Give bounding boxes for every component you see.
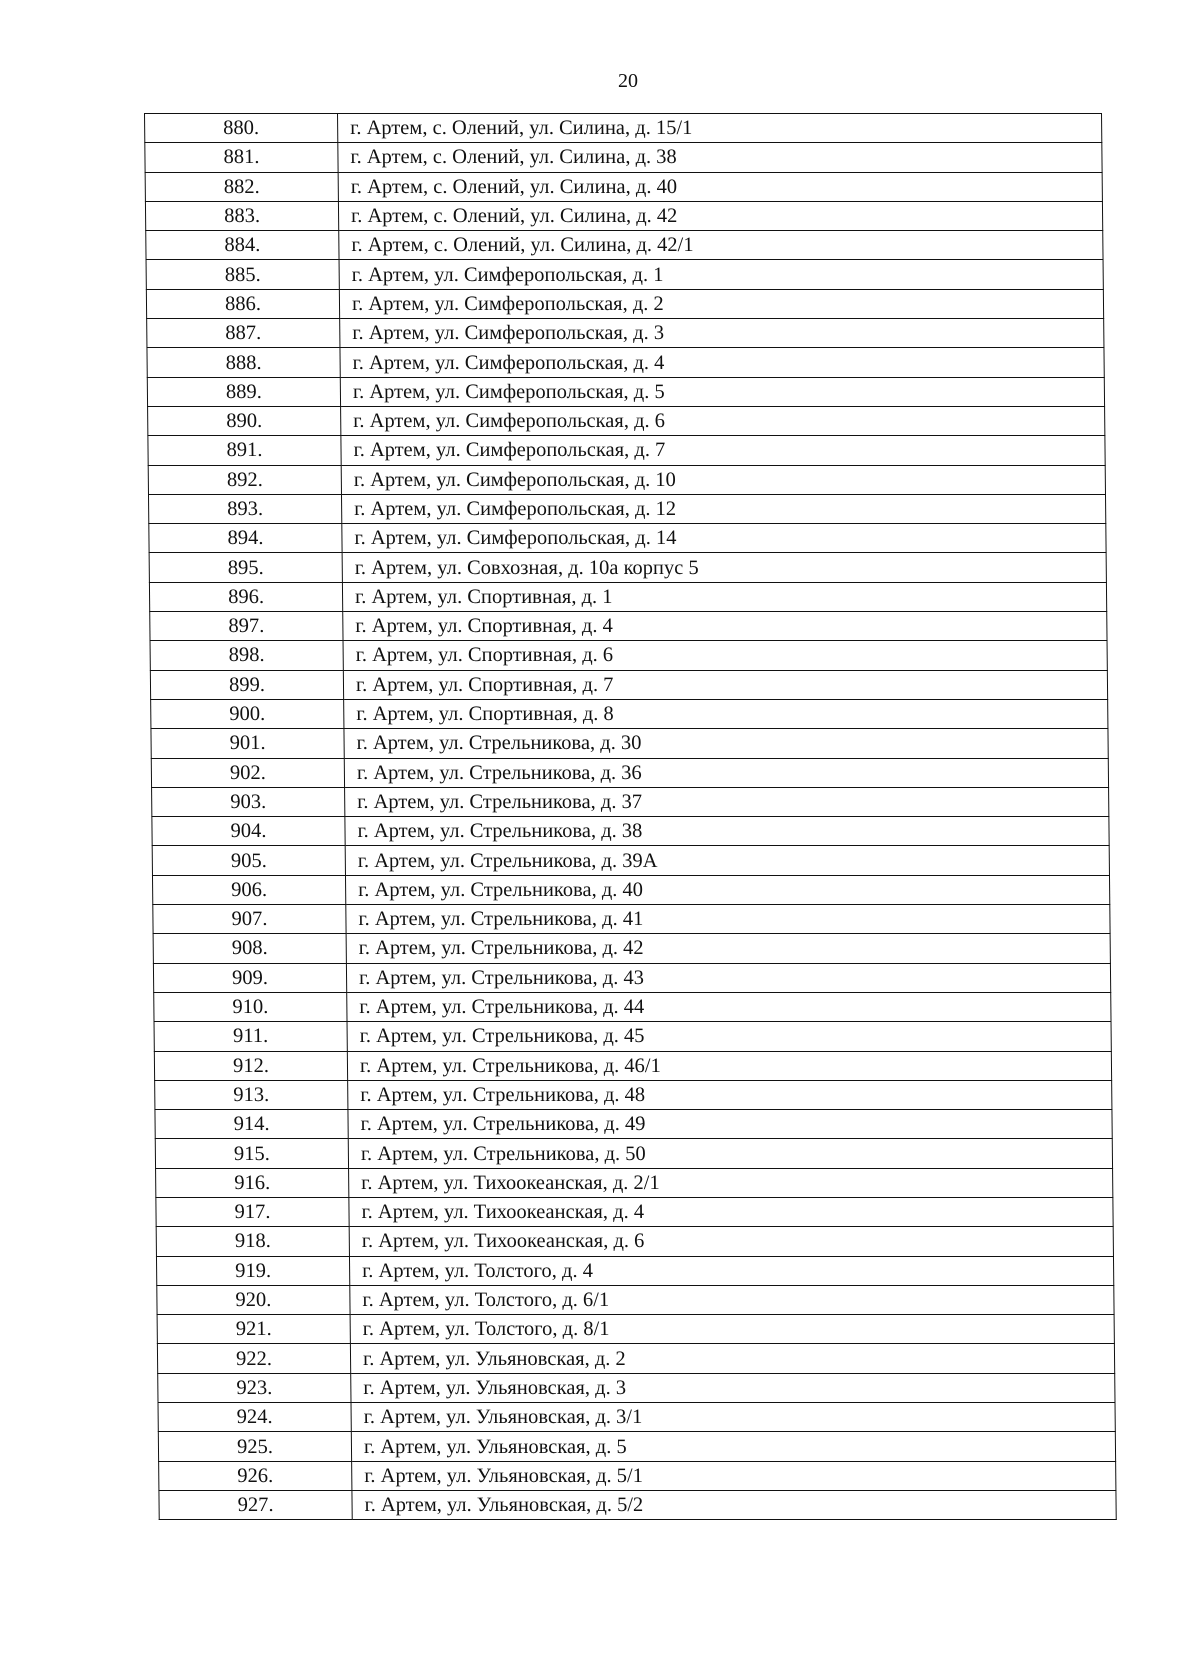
- table-row: [148, 406, 1105, 435]
- row-address: г. Артем, ул. Толстого, д. 4: [349, 1256, 1113, 1285]
- row-address: г. Артем, ул. Стрельникова, д. 39А: [345, 846, 1109, 875]
- row-number: 925.: [158, 1432, 351, 1461]
- row-number: 908.: [153, 934, 346, 963]
- table-row: [145, 114, 1102, 143]
- table-row: [148, 494, 1105, 523]
- row-number: 899.: [150, 670, 343, 699]
- row-number: 915.: [155, 1139, 348, 1168]
- address-table: [144, 113, 1117, 1520]
- row-address: г. Артем, с. Олений, ул. Силина, д. 40: [338, 172, 1102, 201]
- row-address: г. Артем, ул. Стрельникова, д. 43: [346, 963, 1110, 992]
- row-address: г. Артем, с. Олений, ул. Силина, д. 42/1: [339, 231, 1103, 260]
- row-number: 917.: [156, 1197, 349, 1226]
- table-row: [155, 1110, 1112, 1139]
- row-address: г. Артем, ул. Толстого, д. 6/1: [350, 1285, 1114, 1314]
- row-number: 920.: [157, 1285, 350, 1314]
- table-row: [149, 582, 1106, 611]
- row-address: г. Артем, ул. Стрельникова, д. 48: [348, 1080, 1112, 1109]
- row-address: г. Артем, ул. Спортивная, д. 1: [342, 582, 1106, 611]
- row-number: 898.: [150, 641, 343, 670]
- row-address: г. Артем, ул. Ульяновская, д. 5: [351, 1432, 1115, 1461]
- row-address: г. Артем, ул. Спортивная, д. 8: [344, 699, 1108, 728]
- row-address: г. Артем, ул. Симферопольская, д. 10: [341, 465, 1105, 494]
- table-row: [149, 553, 1106, 582]
- row-number: 916.: [156, 1168, 349, 1197]
- row-address: г. Артем, ул. Стрельникова, д. 38: [345, 817, 1109, 846]
- row-number: 919.: [156, 1256, 349, 1285]
- table-row: [156, 1197, 1113, 1226]
- table-row: [156, 1227, 1113, 1256]
- row-number: 893.: [148, 494, 341, 523]
- table-row: [153, 963, 1110, 992]
- table-row: [145, 143, 1102, 172]
- table-row: [158, 1432, 1115, 1461]
- row-number: 912.: [154, 1051, 347, 1080]
- row-address: г. Артем, ул. Толстого, д. 8/1: [350, 1315, 1114, 1344]
- table-row: [157, 1344, 1114, 1373]
- page-number: 20: [618, 70, 638, 92]
- row-number: 880.: [145, 114, 338, 143]
- row-number: 907.: [153, 905, 346, 934]
- row-number: 881.: [145, 143, 338, 172]
- row-address: г. Артем, ул. Симферопольская, д. 2: [339, 289, 1103, 318]
- row-address: г. Артем, ул. Ульяновская, д. 3: [351, 1373, 1115, 1402]
- row-address: г. Артем, ул. Стрельникова, д. 36: [344, 758, 1108, 787]
- row-address: г. Артем, ул. Спортивная, д. 6: [343, 641, 1107, 670]
- table-row: [154, 1051, 1111, 1080]
- row-number: 889.: [147, 377, 340, 406]
- row-address: г. Артем, ул. Стрельникова, д. 42: [346, 934, 1110, 963]
- row-address: г. Артем, ул. Спортивная, д. 7: [343, 670, 1107, 699]
- table-row: [158, 1403, 1115, 1432]
- table-row: [146, 260, 1103, 289]
- table-row: [151, 758, 1108, 787]
- table-row: [150, 641, 1107, 670]
- row-number: 884.: [146, 231, 339, 260]
- row-address: г. Артем, ул. Тихоокеанская, д. 6: [349, 1227, 1113, 1256]
- table-row: [157, 1285, 1114, 1314]
- row-address: г. Артем, ул. Стрельникова, д. 40: [345, 875, 1109, 904]
- row-number: 886.: [146, 289, 339, 318]
- table-row: [152, 817, 1109, 846]
- row-address: г. Артем, ул. Симферопольская, д. 12: [341, 494, 1105, 523]
- table-row: [150, 670, 1107, 699]
- row-address: г. Артем, ул. Симферопольская, д. 14: [342, 524, 1106, 553]
- row-address: г. Артем, ул. Симферопольская, д. 4: [340, 348, 1104, 377]
- row-number: 895.: [149, 553, 342, 582]
- table-row: [146, 289, 1103, 318]
- row-address: г. Артем, с. Олений, ул. Силина, д. 15/1: [338, 114, 1102, 143]
- table-row: [145, 201, 1102, 230]
- row-address: г. Артем, ул. Стрельникова, д. 30: [344, 729, 1108, 758]
- row-address: г. Артем, ул. Ульяновская, д. 5/1: [352, 1461, 1116, 1490]
- row-address: г. Артем, ул. Тихоокеанская, д. 4: [349, 1197, 1113, 1226]
- row-number: 905.: [152, 846, 345, 875]
- table-row: [156, 1256, 1113, 1285]
- table-row: [152, 787, 1109, 816]
- row-number: 921.: [157, 1315, 350, 1344]
- row-address: г. Артем, с. Олений, ул. Силина, д. 42: [338, 201, 1102, 230]
- table-row: [150, 612, 1107, 641]
- row-number: 906.: [152, 875, 345, 904]
- row-address: г. Артем, ул. Стрельникова, д. 50: [348, 1139, 1112, 1168]
- table-row: [146, 231, 1103, 260]
- row-number: 914.: [155, 1110, 348, 1139]
- row-number: 901.: [151, 729, 344, 758]
- row-number: 888.: [147, 348, 340, 377]
- row-address: г. Артем, ул. Стрельникова, д. 49: [348, 1110, 1112, 1139]
- table-row: [147, 348, 1104, 377]
- table-row: [154, 992, 1111, 1021]
- table-row: [159, 1490, 1116, 1519]
- table-row: [148, 436, 1105, 465]
- table-row: [147, 319, 1104, 348]
- row-address: г. Артем, ул. Ульяновская, д. 3/1: [351, 1403, 1115, 1432]
- row-address: г. Артем, ул. Симферопольская, д. 6: [341, 406, 1105, 435]
- table-row: [153, 934, 1110, 963]
- row-number: 910.: [154, 992, 347, 1021]
- row-number: 918.: [156, 1227, 349, 1256]
- table-row: [145, 172, 1102, 201]
- row-number: 896.: [149, 582, 342, 611]
- row-number: 923.: [158, 1373, 351, 1402]
- table-row: [155, 1139, 1112, 1168]
- table-row: [153, 905, 1110, 934]
- table-row: [148, 465, 1105, 494]
- table-row: [147, 377, 1104, 406]
- row-address: г. Артем, ул. Стрельникова, д. 45: [347, 1022, 1111, 1051]
- row-number: 891.: [148, 436, 341, 465]
- row-address: г. Артем, ул. Симферопольская, д. 5: [340, 377, 1104, 406]
- table-row: [154, 1022, 1111, 1051]
- row-address: г. Артем, ул. Совхозная, д. 10а корпус 5: [342, 553, 1106, 582]
- row-number: 909.: [153, 963, 346, 992]
- row-number: 887.: [147, 319, 340, 348]
- table-row: [152, 846, 1109, 875]
- row-number: 922.: [157, 1344, 350, 1373]
- row-address: г. Артем, ул. Ульяновская, д. 5/2: [352, 1490, 1116, 1519]
- row-number: 885.: [146, 260, 339, 289]
- row-number: 903.: [152, 787, 345, 816]
- row-number: 883.: [145, 201, 338, 230]
- row-address: г. Артем, ул. Ульяновская, д. 2: [350, 1344, 1114, 1373]
- row-number: 913.: [155, 1080, 348, 1109]
- row-number: 902.: [151, 758, 344, 787]
- row-number: 897.: [150, 612, 343, 641]
- table-row: [152, 875, 1109, 904]
- table-row: [157, 1315, 1114, 1344]
- table-row: [159, 1461, 1116, 1490]
- table-row: [158, 1373, 1115, 1402]
- row-address: г. Артем, с. Олений, ул. Силина, д. 38: [338, 143, 1102, 172]
- table-row: [156, 1168, 1113, 1197]
- row-number: 924.: [158, 1403, 351, 1432]
- table-row: [151, 699, 1108, 728]
- row-address: г. Артем, ул. Стрельникова, д. 41: [346, 905, 1110, 934]
- row-number: 894.: [149, 524, 342, 553]
- table-row: [151, 729, 1108, 758]
- row-address: г. Артем, ул. Симферопольская, д. 1: [339, 260, 1103, 289]
- address-table-container: [144, 113, 1117, 1520]
- table-row: [155, 1080, 1112, 1109]
- row-number: 882.: [145, 172, 338, 201]
- row-number: 900.: [151, 699, 344, 728]
- row-address: г. Артем, ул. Спортивная, д. 4: [343, 612, 1107, 641]
- row-address: г. Артем, ул. Стрельникова, д. 44: [347, 992, 1111, 1021]
- address-table-body: [145, 114, 1117, 1520]
- row-number: 904.: [152, 817, 345, 846]
- row-address: г. Артем, ул. Симферопольская, д. 3: [340, 319, 1104, 348]
- row-number: 926.: [159, 1461, 352, 1490]
- row-address: г. Артем, ул. Симферопольская, д. 7: [341, 436, 1105, 465]
- row-number: 927.: [159, 1490, 352, 1519]
- table-row: [149, 524, 1106, 553]
- row-number: 911.: [154, 1022, 347, 1051]
- row-number: 890.: [148, 406, 341, 435]
- row-address: г. Артем, ул. Тихоокеанская, д. 2/1: [349, 1168, 1113, 1197]
- row-address: г. Артем, ул. Стрельникова, д. 37: [345, 787, 1109, 816]
- row-address: г. Артем, ул. Стрельникова, д. 46/1: [347, 1051, 1111, 1080]
- row-number: 892.: [148, 465, 341, 494]
